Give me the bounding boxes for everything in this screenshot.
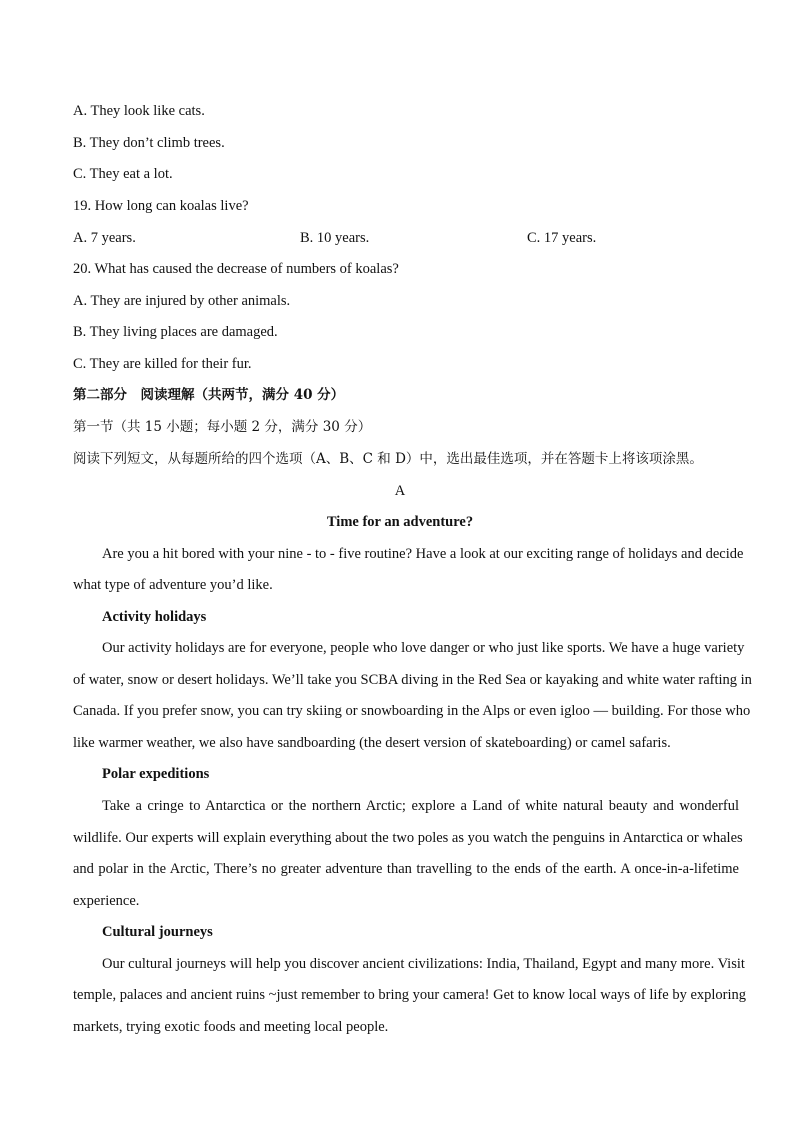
cultural-line-3: markets, trying exotic foods and meeting local people. [73, 1019, 389, 1035]
section1-heading: 第一节（共 15 小题；每小题 2 分，满分 30 分） [73, 419, 372, 435]
intro-line-2: what type of adventure you’d like. [73, 577, 273, 593]
polar-line-3: and polar in the Arctic, There’s no greater adventure than travelling to the ends of the earth. A once-in-a-lifetime [73, 861, 739, 877]
q20-option-a: A. They are injured by other animals. [73, 293, 291, 309]
q18-option-b: B. They don’t climb trees. [73, 135, 225, 151]
passage-label: A [394, 483, 406, 499]
polar-line-1: Take a cringe to Antarctica or the northern Arctic; explore a Land of white natural beauty and wonderful [102, 798, 739, 814]
polar-line-4: experience. [73, 893, 140, 909]
activity-line-1: Our activity holidays are for everyone, people who love danger or who just like sports. We have a huge variety [102, 640, 745, 656]
activity-line-4: like warmer weather, we also have sandboarding (the desert version of skateboarding) or camel safaris. [73, 735, 671, 751]
q18-option-a: A. They look like cats. [73, 103, 205, 119]
cultural-line-1: Our cultural journeys will help you discover ancient civilizations: India, Thailand, Egypt and many more. Visit [102, 956, 745, 972]
activity-line-2: of water, snow or desert holidays. We’ll take you SCBA diving in the Red Sea or kayaking and white water rafting in [73, 672, 752, 688]
activity-holidays-heading: Activity holidays [102, 609, 207, 625]
intro-line-1: Are you a hit bored with your nine - to - five routine? Have a look at our exciting range of holidays and decide [102, 546, 744, 562]
q18-option-c: C. They eat a lot. [73, 166, 173, 182]
q19-question: 19. How long can koalas live? [73, 198, 249, 214]
cultural-line-2: temple, palaces and ancient ruins ~just remember to bring your camera! Get to know local ways of life by exploring [73, 987, 747, 1003]
q20-question: 20. What has caused the decrease of numbers of koalas? [73, 261, 399, 277]
q19-option-b: B. 10 years. [300, 230, 370, 246]
q20-option-b: B. They living places are damaged. [73, 324, 278, 340]
q19-option-a: A. 7 years. [73, 230, 136, 246]
part2-heading: 第二部分 阅读理解（共两节，满分 40 分） [73, 387, 345, 403]
q19-option-c: C. 17 years. [527, 230, 597, 246]
polar-expeditions-heading: Polar expeditions [102, 766, 210, 782]
reading-instruction: 阅读下列短文，从每题所给的四个选项（A、B、C 和 D）中，选出最佳选项，并在答题卡上将该项涂黑。 [73, 451, 703, 467]
polar-line-2: wildlife. Our experts will explain everything about the two poles as you watch the penguins in Antarctica or whales [73, 830, 743, 846]
activity-line-3: Canada. If you prefer snow, you can try skiing or snowboarding in the Alps or even igloo — building. For those who [73, 703, 751, 719]
q20-option-c: C. They are killed for their fur. [73, 356, 252, 372]
passage-title: Time for an adventure? [326, 514, 474, 530]
cultural-journeys-heading: Cultural journeys [102, 924, 213, 940]
